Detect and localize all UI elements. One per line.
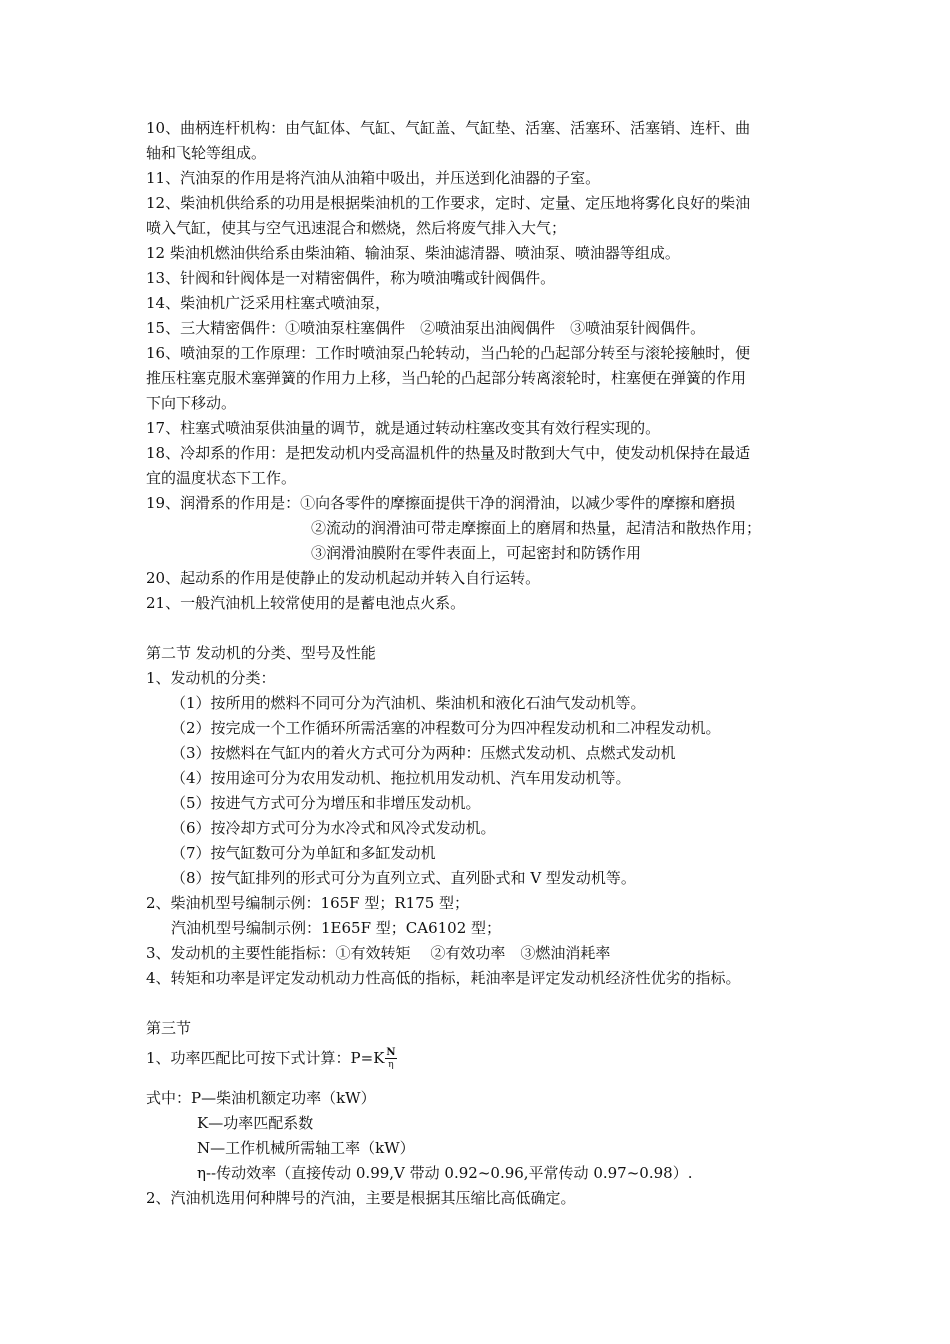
s2-item-2-cont: 汽油机型号编制示例：1E65F 型；CA6102 型；: [171, 919, 502, 937]
item-19-point3: ③润滑油膜附在零件表面上，可起密封和防锈作用: [311, 544, 642, 562]
s2-sub-5: （5）按进气方式可分为增压和非增压发动机。: [171, 794, 481, 812]
item-17: 17、柱塞式喷油泵供油量的调节，就是通过转动柱塞改变其有效行程实现的。: [146, 419, 661, 437]
s2-sub-1: （1）按所用的燃料不同可分为汽油机、柴油机和液化石油气发动机等。: [171, 694, 646, 712]
item-12: 12、柴油机供给系的功用是根据柴油机的工作要求，定时、定量、定压地将雾化良好的柴油: [146, 194, 751, 212]
item-21: 21、一般汽油机上较常使用的是蓄电池点火系。: [146, 594, 466, 612]
item-14: 14、柴油机广泛采用柱塞式喷油泵，: [146, 294, 391, 312]
formula-text: 1、功率匹配比可按下式计算：P=K: [146, 1049, 385, 1067]
item-16: 16、喷油泵的工作原理：工作时喷油泵凸轮转动，当凸轮的凸起部分转至与滚轮接触时，便: [146, 344, 751, 362]
section2-heading: 第二节 发动机的分类、型号及性能: [146, 644, 376, 662]
s2-sub-8: （8）按气缸排列的形式可分为直列立式、直列卧式和 V 型发动机等。: [171, 869, 636, 887]
s2-item-1: 1、发动机的分类：: [146, 669, 276, 687]
s2-item-4: 4、转矩和功率是评定发动机动力性高低的指标，耗油率是评定发动机经济性优劣的指标。: [146, 969, 741, 987]
s3-def-n: N—工作机械所需轴工率（kW）: [197, 1139, 415, 1157]
section3-heading: 第三节: [146, 1019, 192, 1037]
s2-sub-6: （6）按冷却方式可分为水冷式和风冷式发动机。: [171, 819, 496, 837]
s3-def-eta: η--传动效率（直接传动 0.99,V 带动 0.92~0.96,平常传动 0.97~0.98）.: [197, 1164, 693, 1182]
item-13: 13、针阀和针阀体是一对精密偶件，称为喷油嘴或针阀偶件。: [146, 269, 556, 287]
item-20: 20、起动系的作用是使静止的发动机起动并转入自行运转。: [146, 569, 541, 587]
item-11: 11、汽油泵的作用是将汽油从油箱中吸出，并压送到化油器的子室。: [146, 169, 601, 187]
item-10: 10、曲柄连杆机构：由气缸体、气缸、气缸盖、气缸垫、活塞、活塞环、活塞销、连杆、曲: [146, 119, 751, 137]
s2-item-2: 2、柴油机型号编制示例：165F 型；R175 型；: [146, 894, 470, 912]
item-16-cont2: 下向下移动。: [146, 394, 237, 412]
s2-sub-2: （2）按完成一个工作循环所需活塞的冲程数可分为四冲程发动机和二冲程发动机。: [171, 719, 721, 737]
s2-sub-3: （3）按燃料在气缸内的着火方式可分为两种：压燃式发动机、点燃式发动机: [171, 744, 676, 762]
item-12b: 12 柴油机燃油供给系由柴油箱、输油泵、柴油滤清器、喷油泵、喷油器等组成。: [146, 244, 680, 262]
s3-item-2: 2、汽油机选用何种牌号的汽油，主要是根据其压缩比高低确定。: [146, 1189, 576, 1207]
item-19: 19、润滑系的作用是：①向各零件的摩擦面提供干净的润滑油，以减少零件的摩擦和磨损: [146, 494, 736, 512]
s3-where: 式中：P—柴油机额定功率（kW）: [146, 1089, 376, 1107]
s2-item-3: 3、发动机的主要性能指标：①有效转矩 ②有效功率 ③燃油消耗率: [146, 944, 611, 962]
item-10-cont: 轴和飞轮等组成。: [146, 144, 267, 162]
item-15: 15、三大精密偶件：①喷油泵柱塞偶件 ②喷油泵出油阀偶件 ③喷油泵针阀偶件。: [146, 319, 706, 337]
formula-denominator: η: [388, 1060, 394, 1070]
item-16-cont: 推压柱塞克服术塞弹簧的作用力上移，当凸轮的凸起部分转离滚轮时，柱塞便在弹簧的作用: [146, 369, 747, 387]
s3-def-k: K—功率匹配系数: [197, 1114, 314, 1132]
item-18: 18、冷却系的作用：是把发动机内受高温机件的热量及时散到大气中，使发动机保持在最适: [146, 444, 751, 462]
s3-formula-line: [146, 1048, 397, 1070]
s2-sub-4: （4）按用途可分为农用发动机、拖拉机用发动机、汽车用发动机等。: [171, 769, 631, 787]
s2-sub-7: （7）按气缸数可分为单缸和多缸发动机: [171, 844, 436, 862]
item-19-point2: ②流动的润滑油可带走摩擦面上的磨屑和热量，起清洁和散热作用；: [311, 519, 762, 537]
item-18-cont: 宜的温度状态下工作。: [146, 469, 297, 487]
formula-fraction: [385, 1048, 396, 1070]
formula-numerator: N: [386, 1047, 396, 1058]
item-12-cont: 喷入气缸，使其与空气迅速混合和燃烧，然后将废气排入大气；: [146, 219, 567, 237]
